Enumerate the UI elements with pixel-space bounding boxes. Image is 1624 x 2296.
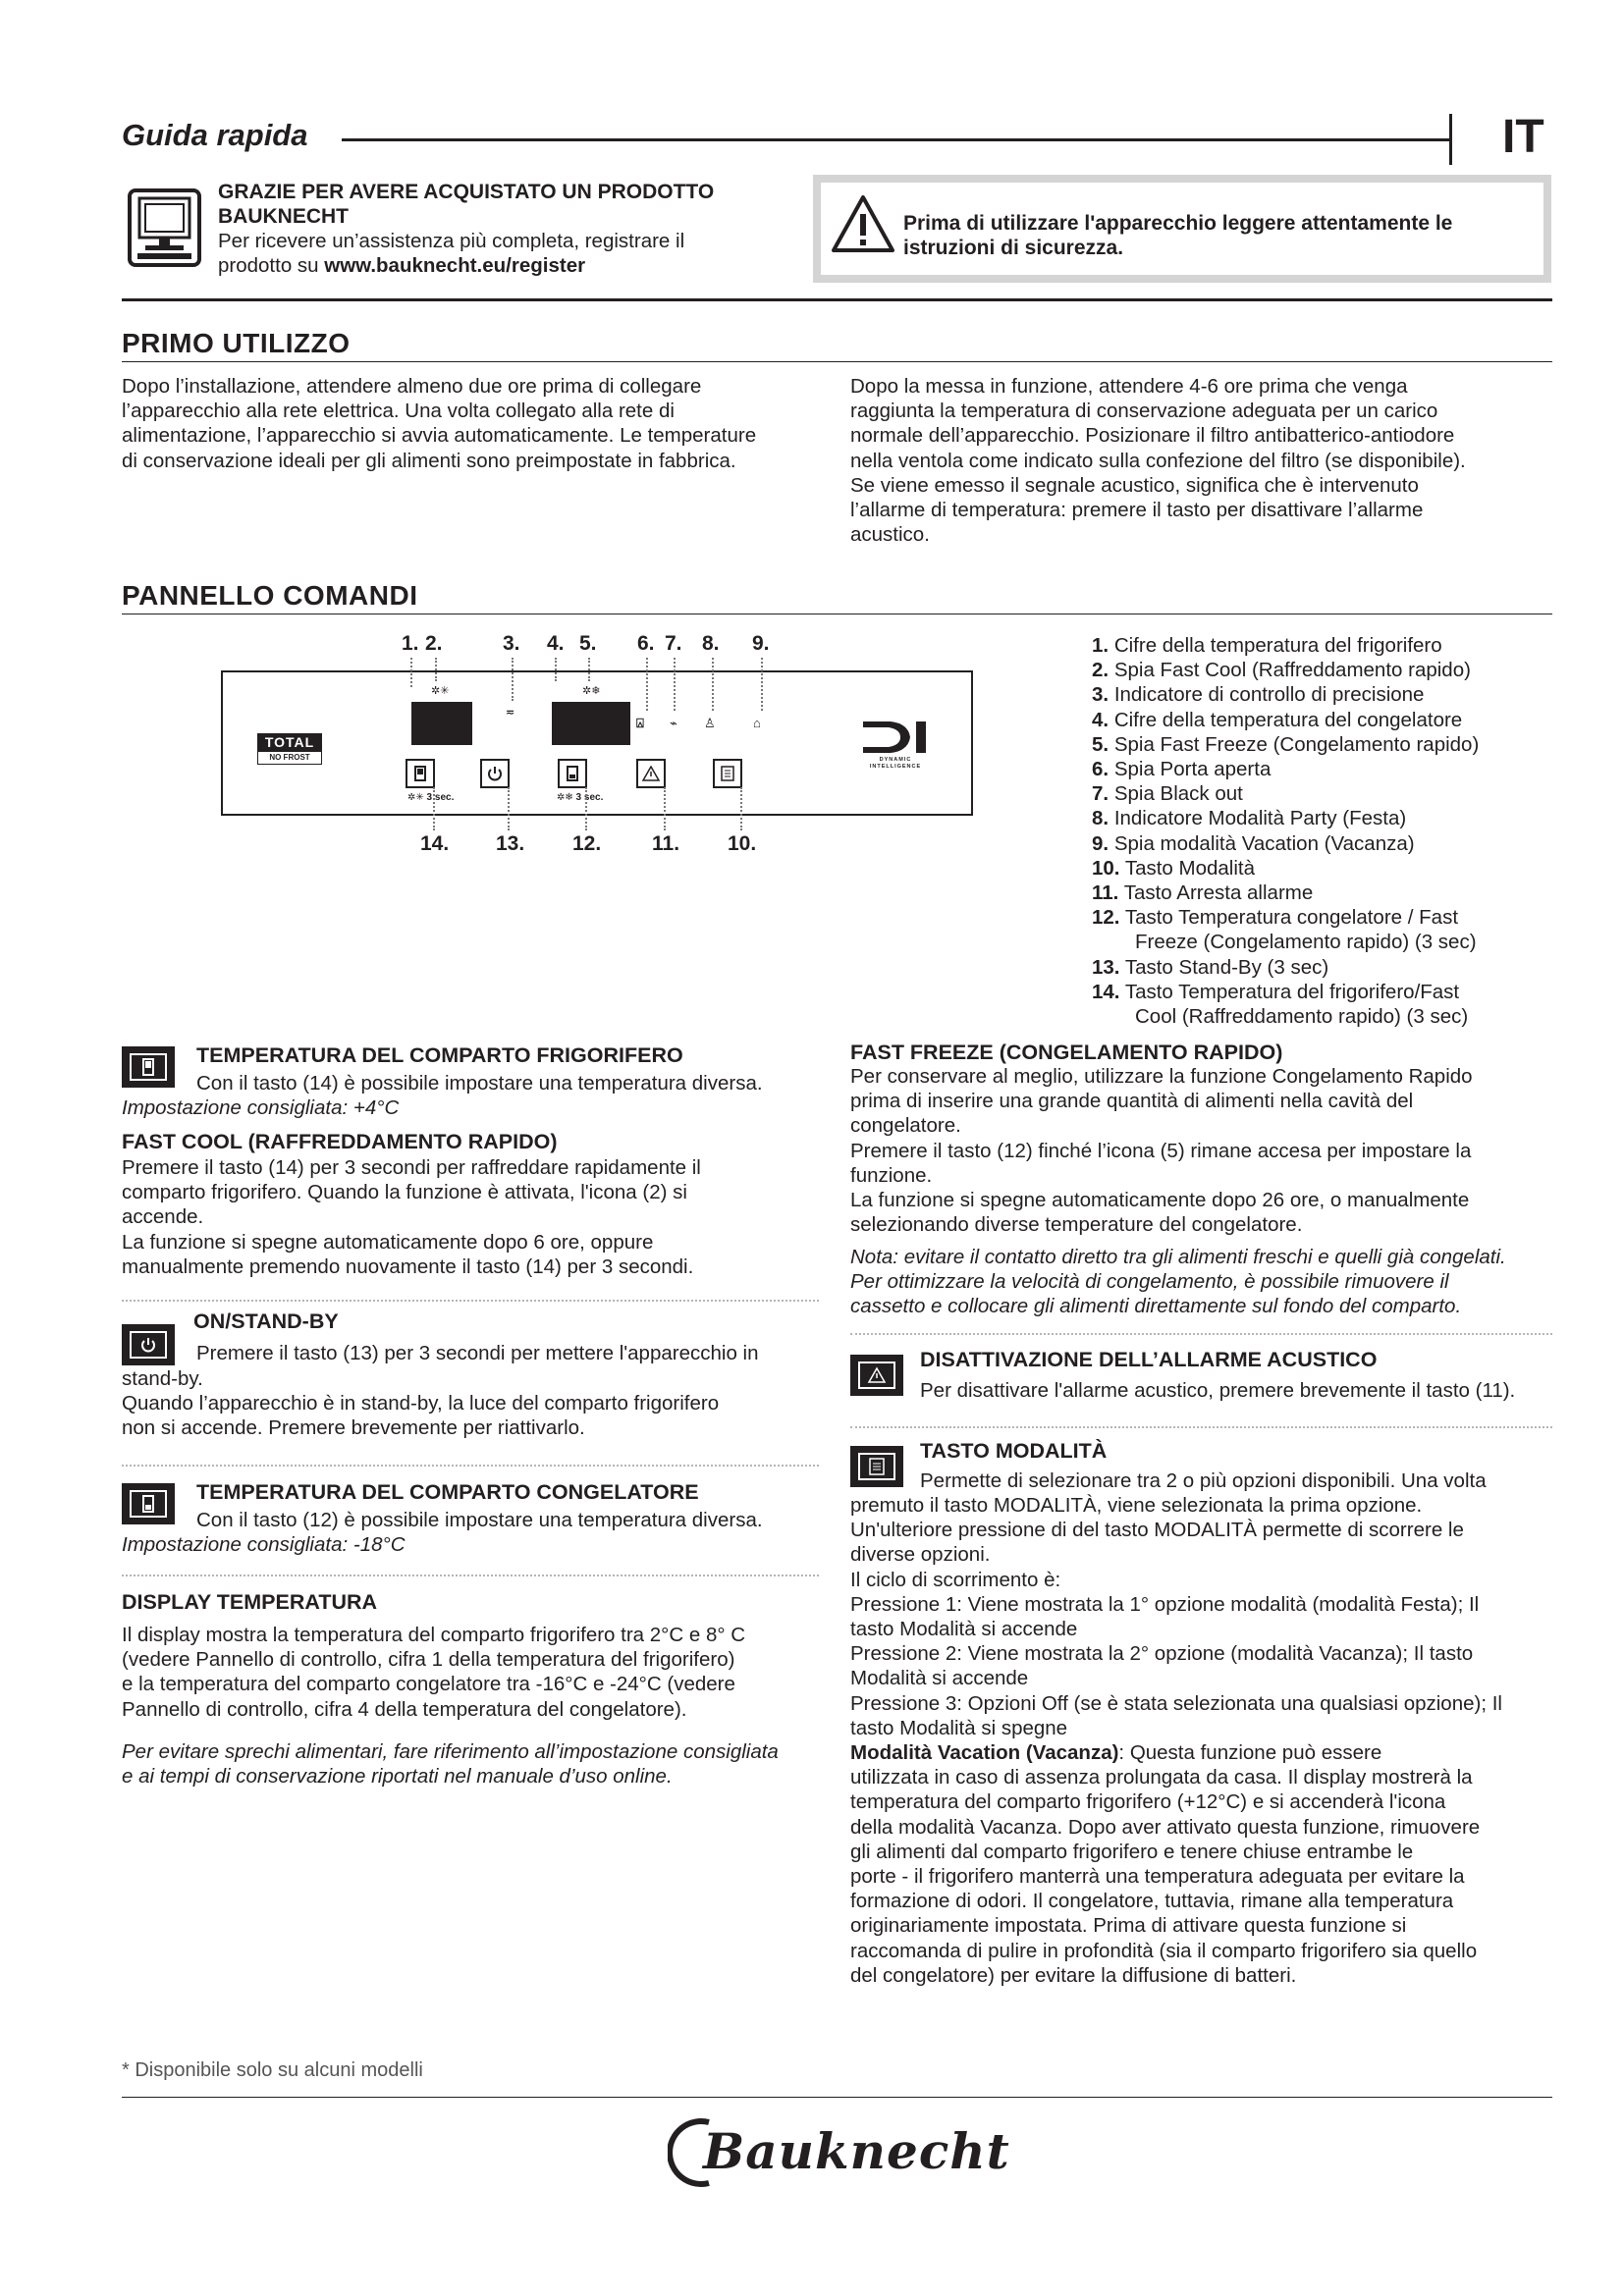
text-line: Nota: evitare il contatto diretto tra gli alimenti freschi e quelli già congelati. [850,1246,1506,1268]
text-line: raccomanda di pulire in profondità (sia il comparto frigorifero sia quello [850,1939,1478,1962]
leader-line [761,658,763,711]
leader-line [435,658,437,681]
text-line: selezionando diverse temperature del congelatore. [850,1213,1303,1237]
section-title-primo-utilizzo: PRIMO UTILIZZO [122,328,351,358]
text-line: Un'ulteriore pressione di del tasto MODALITÀ permette di scorrere le [850,1519,1464,1542]
standby-title: ON/STAND-BY [193,1309,339,1333]
fastfreeze-indicator-icon: ✲❄ [582,685,601,697]
text-line: diverse opzioni. [850,1543,991,1567]
page-title: Guida rapida [122,118,308,152]
legend-item: 6. Spia Porta aperta [1092,758,1272,781]
legend-item: 14. Tasto Temperatura del frigorifero/Fast [1092,980,1460,1003]
thanks-line-1: GRAZIE PER AVERE ACQUISTATO UN PRODOTTO [218,181,715,203]
divider [122,1465,819,1467]
leader-line [585,787,587,830]
header-rule-end [1449,114,1452,165]
panel-number-10: 10. [728,832,757,855]
legend-item: 3. Indicatore di controllo di precisione [1092,683,1425,707]
leader-line [740,787,742,830]
total-no-frost-logo [257,733,322,767]
text-line: gli alimenti dal comparto frigorifero e tenere chiuse entrambe le [850,1840,1414,1863]
panel-number-2: 2. [425,632,443,655]
text-line: Pressione 3: Opzioni Off (se è stata selezionata una qualsiasi opzione); Il [850,1691,1502,1715]
text-line: utilizzata in caso di assenza prolungata da casa. Il display mostrerà la [850,1766,1473,1789]
fridge-temp-title: TEMPERATURA DEL COMPARTO FRIGORIFERO [196,1043,683,1067]
fast-freeze-note [850,1245,1552,1319]
register-url-link[interactable]: www.bauknecht.eu/register [324,254,586,277]
divider [850,1426,1552,1428]
primo-right-text [850,374,1552,547]
register-text: Per ricevere un’assistenza più completa, registrare il [218,230,685,252]
text-line: nella ventola come indicato sulla confezione del filtro (se disponibile). [850,449,1466,472]
text-line [850,1740,1552,1765]
text-line: Premere il tasto (14) per 3 secondi per raffreddare rapidamente il [122,1156,701,1179]
primo-left-text [122,374,829,473]
mode-text-first: Permette di selezionare tra 2 o più opzioni disponibili. Una volta [920,1469,1487,1492]
text-line: Pressione 2: Viene mostrata la 2° opzione (modalità Vacanza); Il tasto [850,1642,1474,1666]
text-line: (vedere Pannello di controllo, cifra 1 della temperatura del frigorifero) [122,1648,735,1672]
fast-cool-text [122,1155,809,1279]
leader-line [664,787,666,830]
text-line: l’allarme di temperatura: premere il tasto per disattivare l’allarme [850,499,1424,522]
section-rule [122,361,1552,362]
vacation-bold: Modalità Vacation (Vacanza) [850,1741,1119,1765]
section-title-pannello-comandi: PANNELLO COMANDI [122,580,418,611]
legend-item: Freeze (Congelamento rapido) (3 sec) [1135,931,1477,954]
footer-rule [122,2097,1552,2098]
mode-icon [850,1446,903,1487]
vacation-first: : Questa funzione può essere [1118,1741,1382,1765]
control-panel [221,670,973,816]
leader-line [508,787,510,830]
legend-item: 9. Spia modalità Vacation (Vacanza) [1092,831,1415,855]
fast-cool-title: FAST COOL (RAFFREDDAMENTO RAPIDO) [122,1130,558,1153]
standby-button[interactable] [480,759,510,788]
fast-freeze-title: FAST FREEZE (CONGELAMENTO RAPIDO) [850,1041,1283,1064]
fastcool-indicator-icon: ✲✳ [431,685,450,697]
bauknecht-logo [668,2116,1010,2189]
text-line: Pannello di controllo, cifra 4 della temperatura del congelatore). [122,1697,687,1721]
footer-note: * Disponibile solo su alcuni modelli [122,2059,423,2081]
text-line: premuto il tasto MODALITÀ, viene selezionata la prima opzione. [850,1494,1423,1517]
text-line: stand-by. [122,1367,203,1390]
legend-item: 12. Tasto Temperatura congelatore / Fast [1092,906,1459,930]
freezer-display [552,702,630,745]
text-line: di conservazione ideali per gli alimenti sono preimpostate in fabbrica. [122,449,736,472]
sec-label: 3 sec. [575,792,604,803]
register-prefix: prodotto su [218,254,325,277]
panel-number-1: 1. [402,632,419,655]
panel-number-12: 12. [572,832,602,855]
text-line: tasto Modalità si spegne [850,1716,1068,1739]
text-line: temperatura del comparto frigorifero (+12°C) e si accenderà l'icona [850,1790,1446,1814]
safety-warning-box [813,175,1551,283]
panel-number-14: 14. [420,832,450,855]
alarm-stop-button[interactable] [636,759,666,788]
legend-item: 2. Spia Fast Cool (Raffreddamento rapido) [1092,659,1471,682]
text-line: originariamente impostata. Prima di attivare questa funzione si [850,1914,1407,1938]
panel-number-11: 11. [652,832,680,855]
text-line: del congelatore) per evitare la diffusione di batteri. [850,1963,1297,1987]
text-line: formazione di odori. Il congelatore, tuttavia, rimane alla temperatura [850,1890,1454,1913]
standby-text [122,1366,819,1441]
nofrost-label: NO FROST [257,751,322,765]
divider [122,1300,819,1302]
fridge-display [411,702,472,745]
leader-line [512,658,514,701]
text-line: e la temperatura del comparto congelatore tra -16°C e -24°C (vedere [122,1673,735,1696]
text-line: La funzione si spegne automaticamente dopo 26 ore, o manualmente [850,1189,1470,1212]
dynamic-intelligence-logo [861,718,930,771]
text-line: non si accende. Premere brevemente per riattivarlo. [122,1416,585,1440]
freezer-temp-button[interactable] [558,759,587,788]
freezer-3sec-label: ✲❄ 3 sec. [557,792,604,803]
text-line: l’apparecchio alla rete elettrica. Una volta collegato alla rete di [122,400,675,423]
fridge-3sec-label: ✲✳ 3 sec. [407,792,455,803]
door-open-icon: ⍓ [636,716,644,730]
sec-label: 3 sec. [426,792,455,803]
panel-number-6: 6. [637,632,655,655]
text-line: Il display mostra la temperatura del comparto frigorifero tra 2°C e 8° C [122,1624,746,1646]
panel-number-7: 7. [665,632,682,655]
thanks-line-2: BAUKNECHT [218,205,349,228]
freezer-temp-text: Con il tasto (12) è possibile impostare una temperatura diversa. [196,1509,763,1531]
legend-item: 1. Cifre della temperatura del frigorifero [1092,634,1442,657]
legend-item: 5. Spia Fast Freeze (Congelamento rapido) [1092,732,1480,756]
legend-item: 4. Cifre della temperatura del congelatore [1092,708,1463,731]
display-temp-note [122,1739,819,1789]
text-line: Pressione 1: Viene mostrata la 1° opzione modalità (modalità Festa); Il [850,1592,1480,1616]
freezer-temperature-icon [122,1483,175,1524]
register-text-2 [218,253,585,278]
alarm-text: Per disattivare l'allarme acustico, premere brevemente il tasto (11). [920,1379,1516,1402]
legend-item: Cool (Raffreddamento rapido) (3 sec) [1135,1005,1469,1029]
total-label: TOTAL [257,733,322,751]
text-line: accende. [122,1205,204,1229]
leader-line [433,787,435,830]
text-line: acustico. [850,523,930,547]
legend-item: 8. Indicatore Modalità Party (Festa) [1092,807,1407,830]
text-line: Per evitare sprechi alimentari, fare riferimento all’impostazione consigliata [122,1740,779,1763]
text-line: funzione. [850,1163,933,1187]
text-line: Dopo la messa in funzione, attendere 4-6 ore prima che venga [850,375,1408,398]
fridge-temperature-icon [122,1046,175,1088]
text-line: congelatore. [850,1114,961,1138]
text-line: La funzione si spegne automaticamente dopo 6 ore, oppure [122,1230,654,1254]
di-label: DYNAMIC INTELLIGENCE [869,757,922,770]
panel-legend [1092,633,1553,1029]
warning-icon [831,194,895,258]
text-line: Se viene emesso il segnale acustico, significa che è intervenuto [850,473,1419,497]
leader-line [410,658,412,687]
mode-title: TASTO MODALITÀ [920,1439,1108,1463]
text-line: porte - il frigorifero manterrà una temperatura adeguata per evitare la [850,1865,1465,1889]
alarm-icon [850,1355,903,1396]
blackout-icon: ⌁ [670,716,677,730]
text-line: prima di inserire una grande quantità di alimenti nella cavità del [850,1090,1414,1113]
display-temp-title: DISPLAY TEMPERATURA [122,1590,378,1614]
fridge-temp-recommendation: Impostazione consigliata: +4°C [122,1096,400,1119]
header-rule [342,138,1449,141]
standby-icon [122,1324,175,1365]
leader-line [588,658,590,681]
warning-text-1: Prima di utilizzare l'apparecchio leggere attentamente le [903,212,1453,235]
brand-name: Bauknecht [703,2122,1010,2180]
display-temp-text [122,1623,819,1722]
text-line: Il ciclo di scorrimento è: [850,1568,1061,1591]
monitor-icon [128,188,201,267]
legend-item: 11. Tasto Arresta allarme [1092,881,1314,905]
leader-line [674,658,676,711]
vacation-mode-icon: ⌂ [753,716,761,730]
mode-button[interactable] [713,759,742,788]
panel-number-5: 5. [579,632,597,655]
leader-line [555,658,557,681]
header-bottom-rule [122,298,1552,301]
mode-text [850,1493,1552,1988]
leader-line [712,658,714,711]
panel-number-9: 9. [752,632,770,655]
legend-item: 7. Spia Black out [1092,782,1243,806]
party-mode-icon: ♙ [704,716,716,730]
text-line: manualmente premendo nuovamente il tasto (14) per 3 secondi. [122,1255,694,1278]
legend-item: 13. Tasto Stand-By (3 sec) [1092,955,1329,979]
panel-number-8: 8. [702,632,720,655]
text-line: comparto frigorifero. Quando la funzione è attivata, l'icona (2) si [122,1181,687,1204]
text-line: Dopo l’installazione, attendere almeno due ore prima di collegare [122,375,702,398]
fast-freeze-text [850,1064,1552,1237]
text-line: e ai tempi di conservazione riportati nel manuale d’uso online. [122,1765,673,1789]
leader-line [646,658,648,711]
divider [122,1575,819,1576]
warning-text-2: istruzioni di sicurezza. [903,237,1124,259]
text-line: della modalità Vacanza. Dopo aver attivato questa funzione, rimuovere [850,1815,1481,1839]
panel-number-4: 4. [547,632,565,655]
text-line: cassetto e collocare gli alimenti direttamente sul fondo del comparto. [850,1295,1462,1318]
precision-indicator-icon: ≂ [506,707,515,719]
text-line: normale dell’apparecchio. Posizionare il filtro antibatterico-antiodore [850,424,1455,448]
text-line: Per conservare al meglio, utilizzare la funzione Congelamento Rapido [850,1065,1473,1088]
legend-item: 10. Tasto Modalità [1092,856,1256,880]
panel-number-13: 13. [496,832,525,855]
text-line: alimentazione, l’apparecchio si avvia automaticamente. Le temperature [122,424,757,448]
text-line: Quando l’apparecchio è in stand-by, la luce del comparto frigorifero [122,1392,720,1415]
standby-text-first: Premere il tasto (13) per 3 secondi per mettere l'apparecchio in [196,1342,759,1364]
freezer-temp-recommendation: Impostazione consigliata: -18°C [122,1533,406,1556]
divider [850,1333,1552,1335]
language-code: IT [1502,111,1544,163]
text-line: Modalità si accende [850,1667,1029,1690]
panel-number-3: 3. [503,632,520,655]
freezer-temp-title: TEMPERATURA DEL COMPARTO CONGELATORE [196,1480,699,1504]
text-line: tasto Modalità si accende [850,1618,1078,1641]
text-line: raggiunta la temperatura di conservazione adeguata per un carico [850,400,1438,423]
fridge-temp-text: Con il tasto (14) è possibile impostare una temperatura diversa. [196,1072,763,1095]
text-line: Per ottimizzare la velocità di congelamento, è possibile rimuovere il [850,1270,1449,1294]
fridge-temp-button[interactable] [406,759,435,788]
alarm-title: DISATTIVAZIONE DELL’ALLARME ACUSTICO [920,1348,1378,1371]
text-line: Premere il tasto (12) finché l’icona (5) rimane accesa per impostare la [850,1139,1472,1162]
